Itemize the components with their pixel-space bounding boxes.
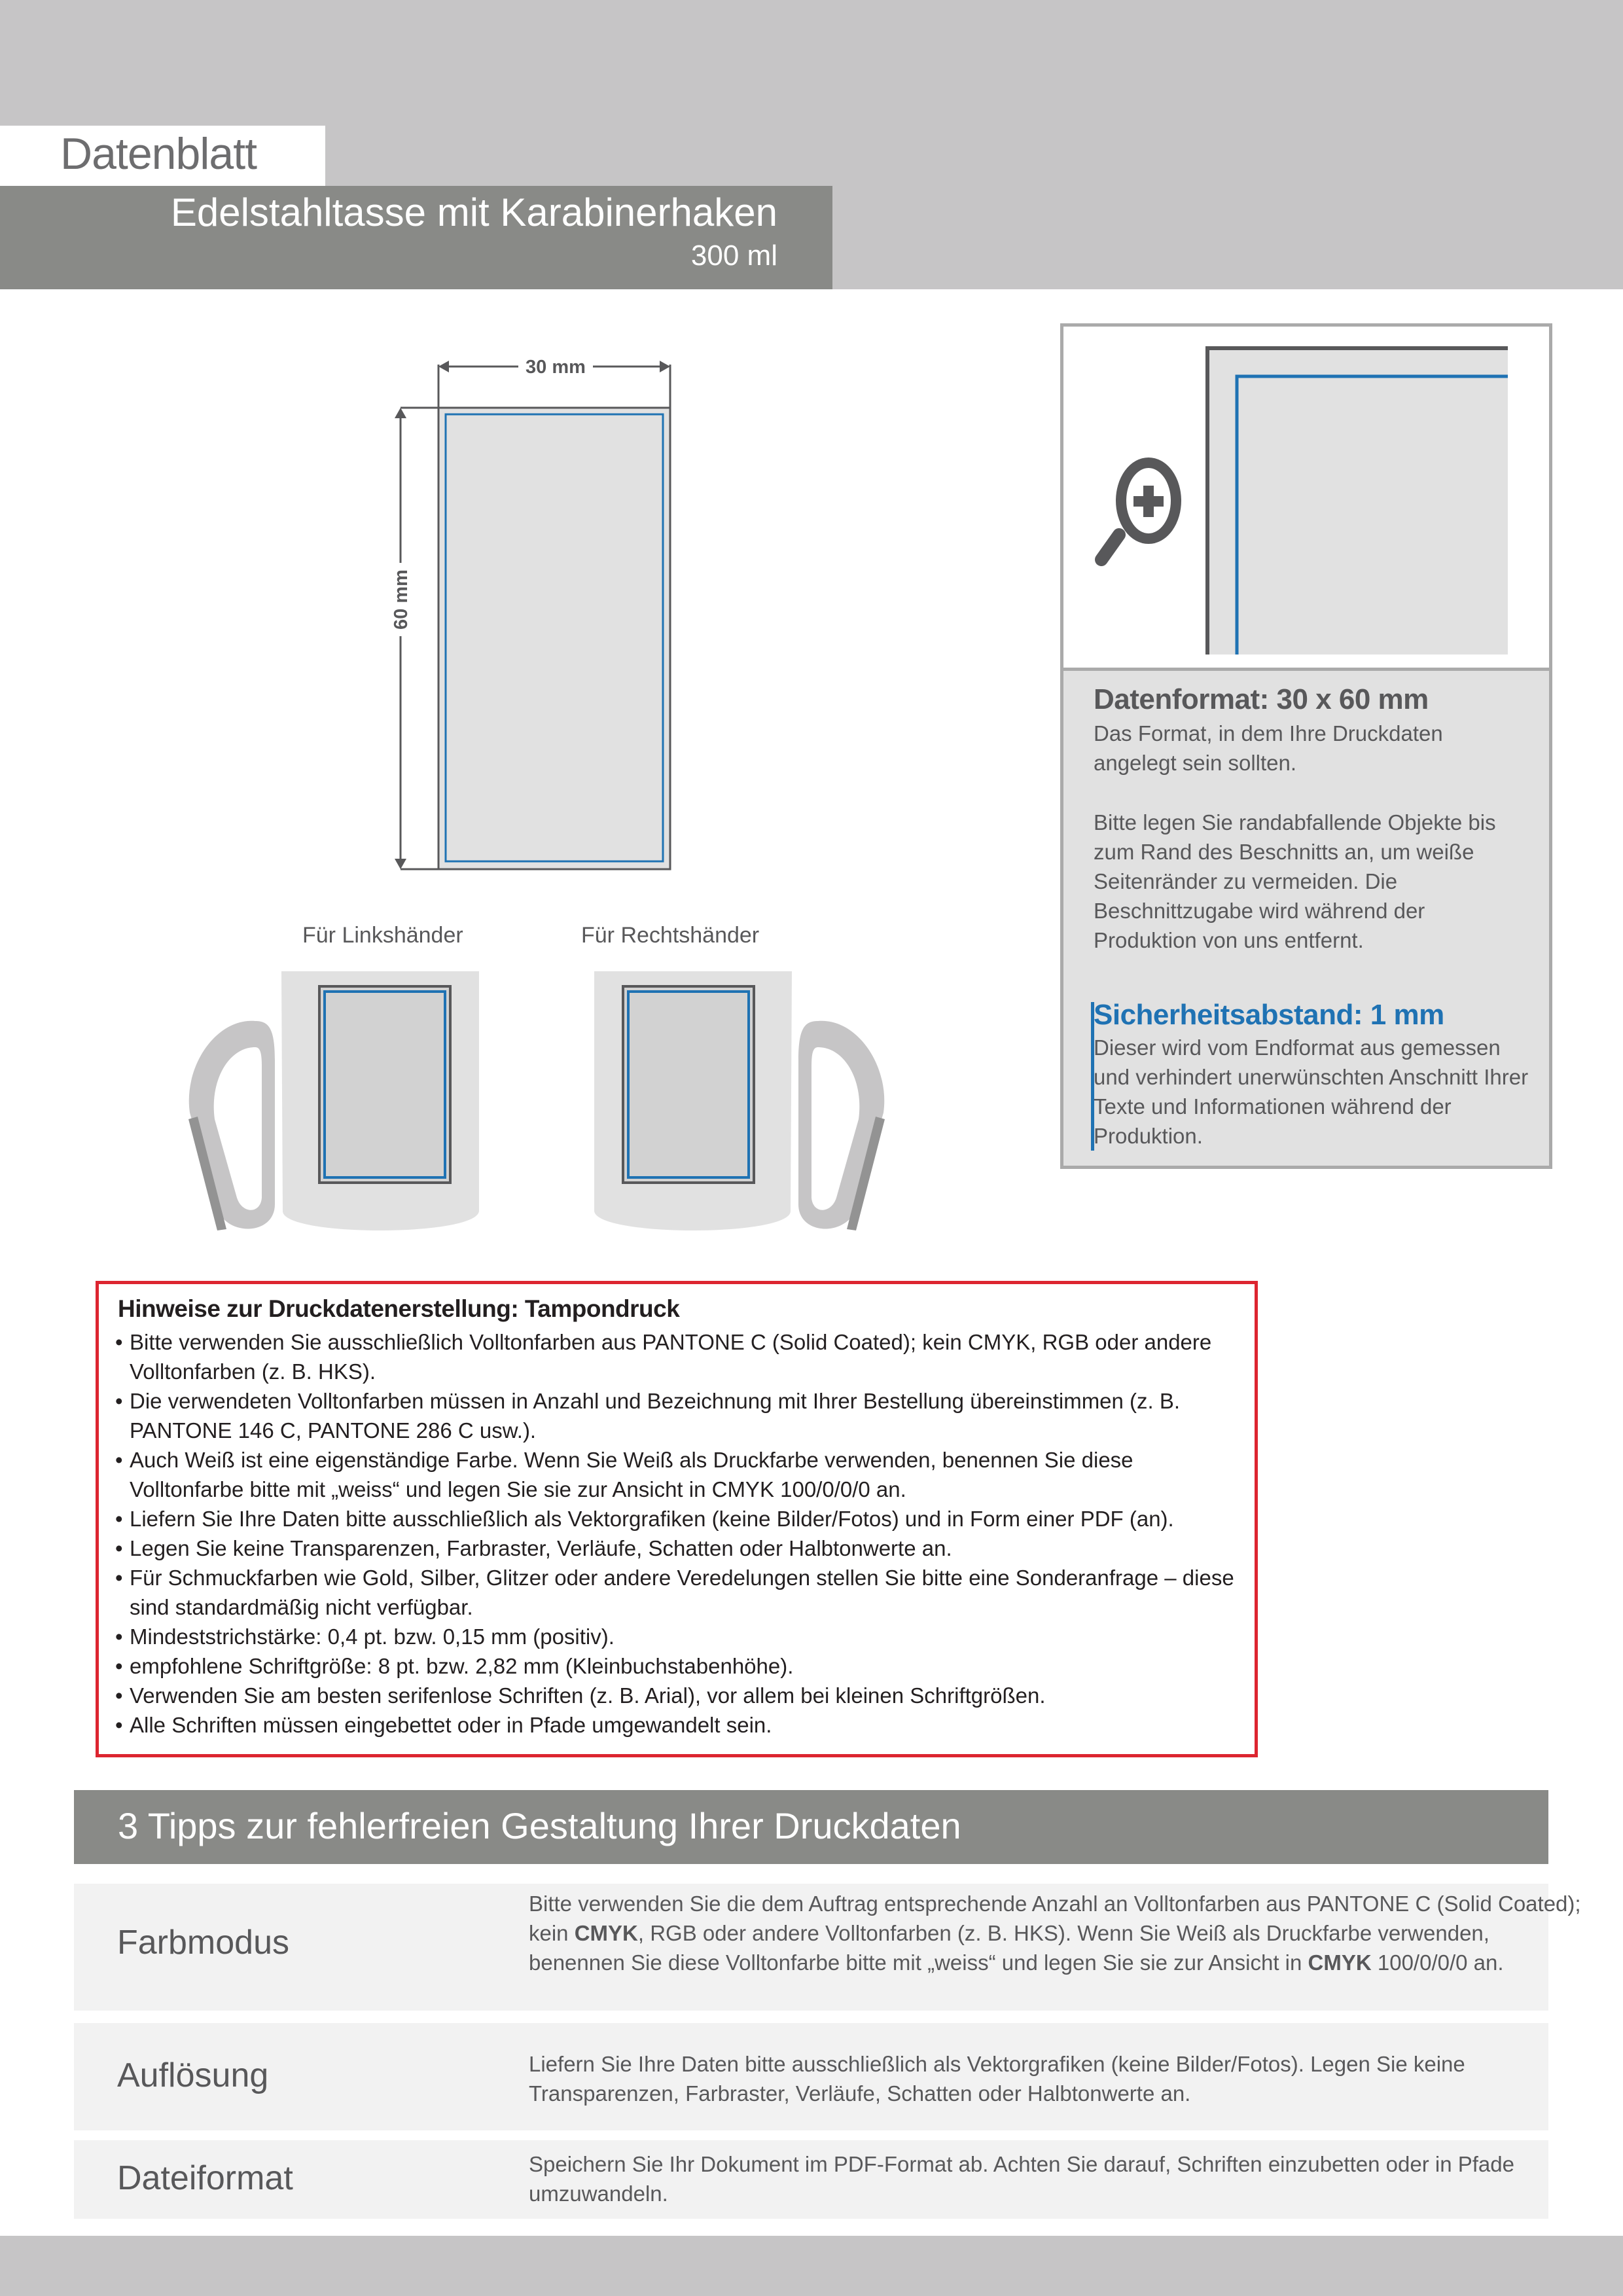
tip-row-farbmodus (74, 1884, 1581, 2011)
tip-text-bold: CMYK (1308, 1950, 1372, 1975)
note-item: • Bitte verwenden Sie ausschließlich Volltonfarben aus PANTONE C (Solid Coated); kein CMYK, RGB oder andere Volltonfarben (z. B. HKS). (115, 1327, 1241, 1386)
tip-label: Dateiformat (117, 2159, 293, 2197)
tip-text-part: , RGB oder andere Volltonfarben (z. B. HKS). Wenn Sie Weiß als Druckfarbe verwenden, benennen Sie diese Volltonfarbe bitte mit „weiss“ und legen Sie sie zur Ansicht in (529, 1921, 1489, 1975)
mug-left-handed (177, 962, 504, 1230)
tip-row-dateiformat (74, 2140, 1548, 2219)
note-item: • Für Schmuckfarben wie Gold, Silber, Glitzer oder andere Veredelungen stellen Sie bitte eine Sonderanfrage – diese sind standardmäßig nicht verfügbar. (115, 1563, 1241, 1622)
zoom-in-magnifier-icon (1101, 463, 1176, 560)
footer-band (0, 2236, 1623, 2296)
format-text-1: Das Format, in dem Ihre Druckdaten angelegt sein sollten. (1094, 721, 1443, 775)
notes-title: Hinweise zur Druckdatenerstellung: Tampondruck (118, 1295, 680, 1322)
format-heading: Datenformat: 30 x 60 mm (1094, 683, 1429, 715)
mug-print-area (623, 986, 754, 1183)
note-item: • Liefern Sie Ihre Daten bitte ausschließlich als Vektorgrafiken (keine Bilder/Fotos) und in Form einer PDF (an). (115, 1504, 1241, 1534)
note-item: • Mindeststrichstärke: 0,4 pt. bzw. 0,15 mm (positiv). (115, 1622, 1241, 1651)
note-item: • Verwenden Sie am besten serifenlose Schriften (z. B. Arial), vor allem bei kleinen Schriftgrößen. (115, 1681, 1241, 1710)
arrowhead-left (438, 361, 449, 372)
bleed-area (438, 408, 670, 869)
note-item: • empfohlene Schriftgröße: 8 pt. bzw. 2,82 mm (Kleinbuchstabenhöhe). (115, 1651, 1241, 1681)
tip-text: Liefern Sie Ihre Daten bitte ausschließlich als Vektorgrafiken (keine Bilder/Fotos). Legen Sie keine Transparenzen, Farbraster, Verläufe, Schatten oder Halbtonwerte an. (529, 2052, 1465, 2106)
note-item: • Alle Schriften müssen eingebettet oder in Pfade umgewandelt sein. (115, 1710, 1241, 1740)
product-name: Edelstahltasse mit Karabinerhaken (170, 190, 777, 234)
tip-text: Speichern Sie Ihr Dokument im PDF-Format ab. Achten Sie darauf, Schriften einzubetten oder in Pfade umzuwandeln. (529, 2152, 1514, 2206)
corner-zoom-illustration (1073, 340, 1544, 655)
arrowhead-bottom (395, 859, 406, 869)
tip-label: Farbmodus (117, 1924, 289, 1962)
format-text-2: Bitte legen Sie randabfallende Objekte bis zum Rand des Beschnitts an, um weiße Seitenränder zu vermeiden. Die Beschnittzugabe wird während der Produktion von uns entfernt. (1094, 810, 1496, 952)
arrowhead-top (395, 408, 406, 418)
mug-print-area (319, 986, 450, 1183)
note-item: • Legen Sie keine Transparenzen, Farbraster, Verläufe, Schatten oder Halbtonwerte an. (115, 1534, 1241, 1563)
note-item: • Auch Weiß ist eine eigenständige Farbe. Wenn Sie Weiß als Druckfarbe verwenden, benennen Sie diese Volltonfarbe bitte mit „weiss“ und legen Sie sie zur Ansicht in CMYK 100/0/0/0 an. (115, 1445, 1241, 1504)
tip-text-part: Bitte verwenden Sie die dem Auftrag entsprechende Anzahl an Volltonfarben aus PANTONE C (Solid Coated); kein (529, 1892, 1581, 1945)
tip-text-bold: CMYK (574, 1921, 638, 1945)
left-hander-caption: Für Linkshänder (302, 923, 463, 948)
tips-title: 3 Tipps zur fehlerfreien Gestaltung Ihrer Druckdaten (118, 1805, 961, 1846)
tip-text (529, 1889, 1589, 1977)
safety-heading: Sicherheitsabstand: 1 mm (1094, 999, 1444, 1031)
width-label: 30 mm (526, 357, 586, 378)
safety-text: Dieser wird vom Endformat aus gemessen und verhindert unerwünschten Anschnitt Ihrer Texte und Informationen während der Produktion. (1094, 1035, 1529, 1148)
height-label: 60 mm (391, 569, 412, 630)
tip-label: Auflösung (117, 2056, 269, 2094)
doc-type-title: Datenblatt (60, 129, 257, 179)
arrowhead-right (660, 361, 670, 372)
note-item: • Die verwendeten Volltonfarben müssen in Anzahl und Bezeichnung mit Ihrer Bestellung übereinstimmen (z. B. PANTONE 146 C, PANTONE 286 C usw.). (115, 1386, 1241, 1445)
mug-right-handed (569, 962, 897, 1230)
notes-list (115, 1327, 1241, 1740)
tip-row-aufloesung (74, 2023, 1548, 2130)
product-size: 300 ml (690, 240, 777, 272)
print-area-diagram (366, 340, 707, 877)
tip-text-part: 100/0/0/0 an. (1371, 1950, 1504, 1975)
right-hander-caption: Für Rechtshänder (581, 923, 760, 948)
